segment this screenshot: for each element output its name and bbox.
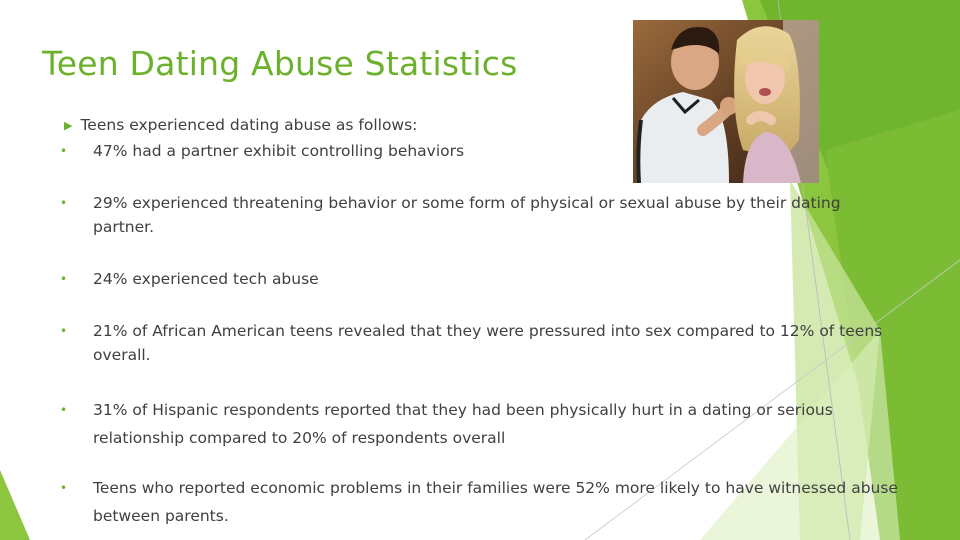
list-item-text: 29% experienced threatening behavior or some form of physical or sexual abuse by their dating partner.: [93, 194, 841, 236]
list-item-text: 47% had a partner exhibit controlling behaviors: [93, 142, 465, 160]
intro-line: [64, 116, 417, 134]
list-item: [60, 267, 900, 291]
dot-icon: •: [60, 272, 68, 286]
list-item: [60, 191, 900, 239]
dot-icon: •: [60, 196, 68, 210]
intro-text: Teens experienced dating abuse as follows:: [80, 116, 418, 134]
list-item: [60, 396, 900, 452]
triangle-right-icon: ▶: [64, 119, 73, 132]
list-item: [60, 139, 900, 163]
list-item-text: 24% experienced tech abuse: [93, 270, 319, 288]
dot-icon: •: [60, 481, 68, 495]
list-item: [60, 474, 900, 530]
dot-icon: •: [60, 324, 68, 338]
list-item: [60, 319, 900, 367]
dot-icon: •: [60, 144, 68, 158]
list-item-text: 21% of African American teens revealed that they were pressured into sex compared to 12% of teens overall.: [93, 322, 883, 364]
page-title: Teen Dating Abuse Statistics: [42, 44, 518, 83]
list-item-text: 31% of Hispanic respondents reported that they had been physically hurt in a dating or serious relationship compared to 20% of respondents overall: [93, 401, 833, 447]
dot-icon: •: [60, 403, 68, 417]
list-item-text: Teens who reported economic problems in their families were 52% more likely to have witnessed abuse between parents.: [93, 479, 898, 525]
